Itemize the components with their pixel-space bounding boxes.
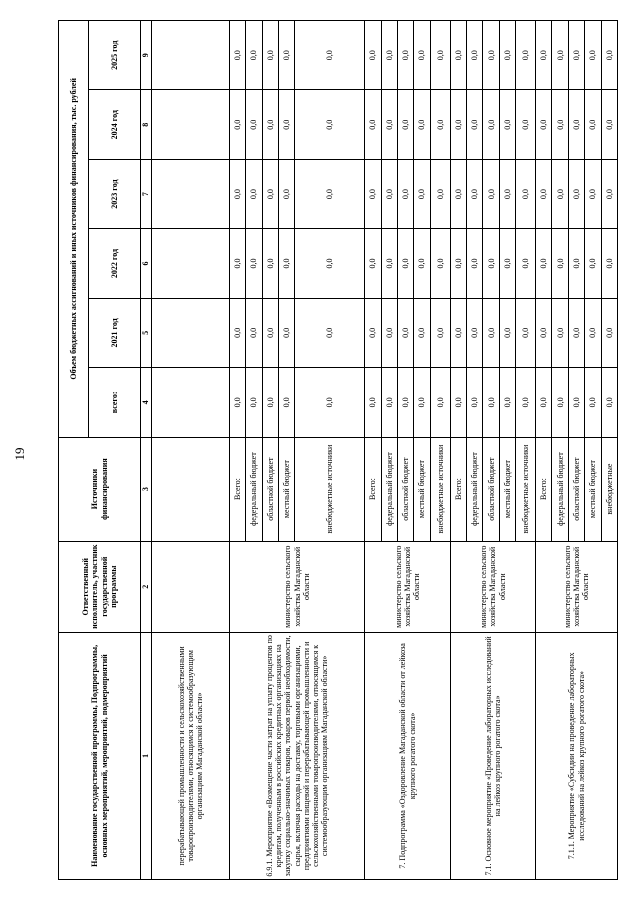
value-cell: 0,0 — [568, 90, 584, 159]
value-cell: 0,0 — [279, 159, 295, 228]
value-cell — [152, 368, 230, 437]
value-cell: 0,0 — [365, 159, 381, 228]
responsible-cell: министерство сельского хозяйства Магаданской области — [230, 541, 365, 632]
value-cell: 0,0 — [262, 90, 278, 159]
value-cell: 0,0 — [450, 368, 466, 437]
financing-table — [58, 20, 618, 880]
value-cell: 0,0 — [499, 90, 515, 159]
value-cell: 0,0 — [483, 90, 499, 159]
value-cell: 0,0 — [516, 21, 536, 91]
value-cell: 0,0 — [279, 298, 295, 367]
value-cell: 0,0 — [585, 21, 601, 91]
value-cell: 0,0 — [381, 90, 397, 159]
program-name-cell: 7.1. Основное мероприятие «Проведение лабораторных исследований на лейкоз крупного рогатого скота» — [450, 632, 535, 879]
value-cell: 0,0 — [398, 21, 414, 91]
value-cell: 0,0 — [262, 368, 278, 437]
source-regional: областной бюджет — [483, 437, 499, 541]
value-cell: 0,0 — [230, 90, 246, 159]
value-cell: 0,0 — [246, 90, 262, 159]
value-cell: 0,0 — [536, 298, 552, 367]
value-cell: 0,0 — [430, 21, 450, 91]
value-cell — [152, 90, 230, 159]
value-cell: 0,0 — [467, 229, 483, 298]
value-cell: 0,0 — [381, 229, 397, 298]
value-cell: 0,0 — [246, 298, 262, 367]
value-cell: 0,0 — [295, 90, 365, 159]
index-cell: 4 — [141, 368, 152, 437]
header-year-2024: 2024 год — [89, 90, 141, 159]
value-cell: 0,0 — [601, 368, 618, 437]
value-cell: 0,0 — [230, 298, 246, 367]
value-cell: 0,0 — [398, 368, 414, 437]
index-cell: 6 — [141, 229, 152, 298]
value-cell: 0,0 — [398, 229, 414, 298]
value-cell: 0,0 — [585, 229, 601, 298]
value-cell: 0,0 — [467, 368, 483, 437]
value-cell: 0,0 — [499, 229, 515, 298]
header-year-2022: 2022 год — [89, 229, 141, 298]
value-cell: 0,0 — [414, 298, 430, 367]
index-cell: 7 — [141, 159, 152, 228]
index-cell: 2 — [141, 541, 152, 632]
value-cell: 0,0 — [430, 90, 450, 159]
source-regional: областной бюджет — [568, 437, 584, 541]
value-cell: 0,0 — [295, 298, 365, 367]
column-index-row — [141, 21, 152, 880]
value-cell: 0,0 — [467, 21, 483, 91]
value-cell: 0,0 — [430, 159, 450, 228]
value-cell: 0,0 — [414, 90, 430, 159]
source-extra: внебюджетные источники — [430, 437, 450, 541]
value-cell: 0,0 — [279, 368, 295, 437]
header-name: Наименование государственной программы, Подпрограммы, основных мероприятий, мероприятий, подмероприятий — [59, 632, 141, 879]
value-cell: 0,0 — [483, 298, 499, 367]
value-cell: 0,0 — [430, 229, 450, 298]
value-cell: 0,0 — [568, 159, 584, 228]
value-cell: 0,0 — [430, 368, 450, 437]
source-regional: областной бюджет — [262, 437, 278, 541]
value-cell — [152, 21, 230, 91]
header-sources: Источники финансирования — [59, 437, 141, 541]
value-cell: 0,0 — [585, 90, 601, 159]
value-cell: 0,0 — [414, 159, 430, 228]
table-row — [365, 21, 381, 880]
source-local: местный бюджет — [414, 437, 430, 541]
value-cell: 0,0 — [365, 21, 381, 91]
value-cell: 0,0 — [499, 368, 515, 437]
value-cell: 0,0 — [295, 21, 365, 91]
source-regional: областной бюджет — [398, 437, 414, 541]
value-cell: 0,0 — [230, 368, 246, 437]
value-cell: 0,0 — [552, 90, 568, 159]
value-cell: 0,0 — [262, 21, 278, 91]
value-cell: 0,0 — [585, 159, 601, 228]
value-cell: 0,0 — [568, 298, 584, 367]
value-cell: 0,0 — [536, 229, 552, 298]
value-cell: 0,0 — [483, 21, 499, 91]
value-cell: 0,0 — [430, 298, 450, 367]
source-extra: внебюджетные источники — [516, 437, 536, 541]
source-total: Всего: — [536, 437, 552, 541]
responsible-cell: министерство сельского хозяйства Магаданской области — [365, 541, 450, 632]
index-cell: 1 — [141, 632, 152, 879]
value-cell: 0,0 — [568, 21, 584, 91]
value-cell — [152, 229, 230, 298]
value-cell: 0,0 — [365, 368, 381, 437]
value-cell — [152, 298, 230, 367]
value-cell: 0,0 — [601, 90, 618, 159]
header-year-2021: 2021 год — [89, 298, 141, 367]
value-cell: 0,0 — [365, 90, 381, 159]
value-cell: 0,0 — [450, 298, 466, 367]
value-cell: 0,0 — [483, 368, 499, 437]
value-cell: 0,0 — [499, 21, 515, 91]
value-cell: 0,0 — [516, 298, 536, 367]
value-cell: 0,0 — [467, 298, 483, 367]
source-federal: федеральный бюджет — [246, 437, 262, 541]
responsible-cell — [152, 541, 230, 632]
value-cell: 0,0 — [450, 159, 466, 228]
value-cell: 0,0 — [585, 298, 601, 367]
value-cell: 0,0 — [568, 229, 584, 298]
program-name-cell: перерабатывающей промышленности и сельскохозяйственными товаропроизводителями, относящимся к системообразующим организациям Магаданской области» — [152, 632, 230, 879]
value-cell: 0,0 — [552, 21, 568, 91]
value-cell: 0,0 — [279, 229, 295, 298]
value-cell: 0,0 — [601, 298, 618, 367]
value-cell: 0,0 — [499, 298, 515, 367]
value-cell: 0,0 — [552, 159, 568, 228]
value-cell: 0,0 — [450, 21, 466, 91]
index-cell: 9 — [141, 21, 152, 91]
value-cell: 0,0 — [414, 368, 430, 437]
index-cell: 5 — [141, 298, 152, 367]
program-name-cell: 7.1.1. Мероприятие «Субсидии на проведение лабораторных исследований на лейкоз крупного рогатого скота» — [536, 632, 618, 879]
value-cell: 0,0 — [365, 229, 381, 298]
header-responsible: Ответственный исполнитель, участник государственной программы — [59, 541, 141, 632]
value-cell: 0,0 — [536, 90, 552, 159]
value-cell — [152, 159, 230, 228]
source-extra: внебюджетные источники — [295, 437, 365, 541]
responsible-cell: министерство сельского хозяйства Магаданской области — [450, 541, 535, 632]
table-row — [230, 21, 246, 880]
source-cell — [152, 437, 230, 541]
value-cell: 0,0 — [246, 21, 262, 91]
source-total: Всего: — [365, 437, 381, 541]
value-cell: 0,0 — [262, 159, 278, 228]
table-row — [536, 21, 552, 880]
value-cell: 0,0 — [601, 229, 618, 298]
value-cell: 0,0 — [230, 21, 246, 91]
page-number: 19 — [12, 447, 27, 461]
source-federal: федеральный бюджет — [552, 437, 568, 541]
value-cell: 0,0 — [568, 368, 584, 437]
value-cell: 0,0 — [516, 368, 536, 437]
value-cell: 0,0 — [262, 229, 278, 298]
value-cell: 0,0 — [279, 21, 295, 91]
source-local: местный бюджет — [499, 437, 515, 541]
value-cell: 0,0 — [483, 159, 499, 228]
program-name-cell: 7. Подпрограмма «Оздоровление Магаданской области от лейкоза крупного рогатого скота» — [365, 632, 450, 879]
value-cell: 0,0 — [398, 298, 414, 367]
source-local: местный бюджет — [279, 437, 295, 541]
responsible-cell: министерство сельского хозяйства Магаданской области — [536, 541, 618, 632]
index-cell: 3 — [141, 437, 152, 541]
value-cell: 0,0 — [516, 90, 536, 159]
source-federal: федеральный бюджет — [381, 437, 397, 541]
table-row — [152, 21, 230, 880]
source-total: Всего: — [230, 437, 246, 541]
header-volume: Объем бюджетных ассигнований и иных источников финансирования, тыс. рублей — [59, 21, 89, 438]
value-cell: 0,0 — [295, 368, 365, 437]
header-year-2023: 2023 год — [89, 159, 141, 228]
value-cell: 0,0 — [467, 90, 483, 159]
rotated-table-container — [58, 20, 618, 880]
value-cell: 0,0 — [246, 159, 262, 228]
value-cell: 0,0 — [398, 159, 414, 228]
value-cell: 0,0 — [467, 159, 483, 228]
value-cell: 0,0 — [381, 298, 397, 367]
value-cell: 0,0 — [262, 298, 278, 367]
source-local: местный бюджет — [585, 437, 601, 541]
value-cell: 0,0 — [601, 21, 618, 91]
value-cell: 0,0 — [552, 298, 568, 367]
value-cell: 0,0 — [516, 159, 536, 228]
value-cell: 0,0 — [585, 368, 601, 437]
value-cell: 0,0 — [414, 21, 430, 91]
source-total: Всего: — [450, 437, 466, 541]
value-cell: 0,0 — [246, 368, 262, 437]
value-cell: 0,0 — [450, 229, 466, 298]
value-cell: 0,0 — [230, 159, 246, 228]
value-cell: 0,0 — [536, 159, 552, 228]
program-name-cell: 6.9.1. Мероприятие «Возмещение части затрат на уплату процентов по кредитам, полученным в российских кредитных организациях на закупку социально-значимых товаров, товаров первой необходимости, сырья, включая расходы на доставку, торговыми организациями, предприятиями пищевой и перерабатывающей промышленности и сельскохозяйственными товаропроизводителями, относящимся к системообразующим организациям Магаданской области» — [230, 632, 365, 879]
value-cell: 0,0 — [381, 21, 397, 91]
source-federal: федеральный бюджет — [467, 437, 483, 541]
value-cell: 0,0 — [398, 90, 414, 159]
value-cell: 0,0 — [365, 298, 381, 367]
value-cell: 0,0 — [450, 90, 466, 159]
value-cell: 0,0 — [552, 368, 568, 437]
header-total: всего: — [89, 368, 141, 437]
source-extra-truncated: внебюджетные — [601, 437, 618, 541]
value-cell: 0,0 — [295, 159, 365, 228]
value-cell: 0,0 — [381, 368, 397, 437]
value-cell: 0,0 — [499, 159, 515, 228]
value-cell: 0,0 — [516, 229, 536, 298]
value-cell: 0,0 — [601, 159, 618, 228]
value-cell: 0,0 — [483, 229, 499, 298]
value-cell: 0,0 — [381, 159, 397, 228]
header-year-2025: 2025 год — [89, 21, 141, 91]
index-cell: 8 — [141, 90, 152, 159]
value-cell: 0,0 — [552, 229, 568, 298]
value-cell: 0,0 — [536, 21, 552, 91]
table-row — [450, 21, 466, 880]
value-cell: 0,0 — [279, 90, 295, 159]
value-cell: 0,0 — [414, 229, 430, 298]
value-cell: 0,0 — [230, 229, 246, 298]
value-cell: 0,0 — [246, 229, 262, 298]
value-cell: 0,0 — [536, 368, 552, 437]
value-cell: 0,0 — [295, 229, 365, 298]
